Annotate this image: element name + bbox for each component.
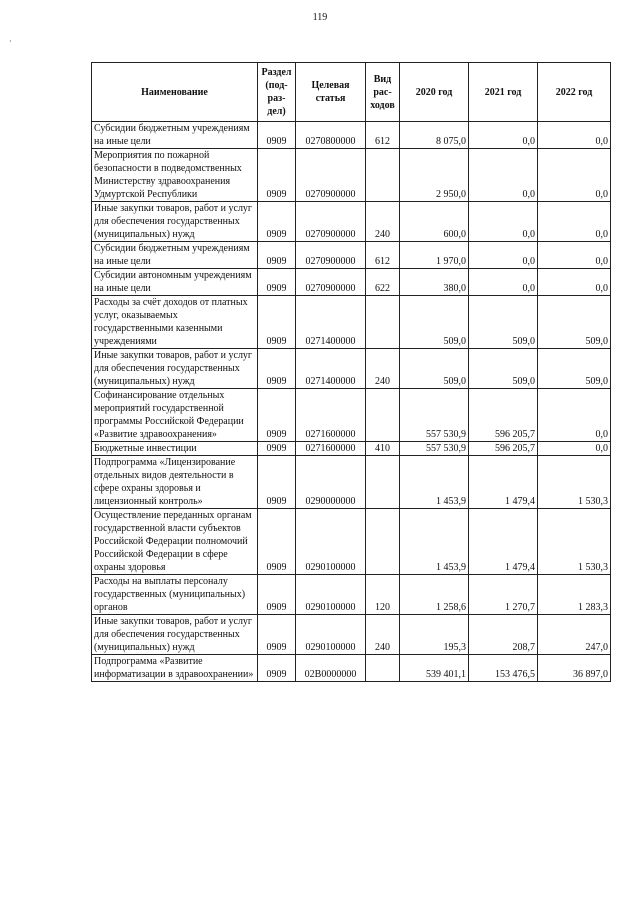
row-section: 0909 [258, 149, 296, 202]
col-header-section: Раздел (под- раз- дел) [258, 63, 296, 122]
row-name: Субсидии бюджетным учреждениям на иные цели [92, 242, 258, 269]
row-section: 0909 [258, 269, 296, 296]
row-target: 0290000000 [296, 456, 366, 509]
row-name: Мероприятия по пожарной безопасности в подведомственных Министерству здравоохранения Удмуртской Республики [92, 149, 258, 202]
row-target: 0270900000 [296, 242, 366, 269]
row-name: Подпрограмма «Развитие информатизации в здравоохранении» [92, 655, 258, 682]
row-target: 0271600000 [296, 442, 366, 456]
row-value-2022: 0,0 [538, 269, 611, 296]
row-value-2022: 0,0 [538, 442, 611, 456]
row-expense-type [366, 149, 400, 202]
row-value-2021: 0,0 [469, 122, 538, 149]
row-value-2021: 0,0 [469, 149, 538, 202]
row-expense-type: 240 [366, 202, 400, 242]
page-number: 119 [312, 12, 328, 23]
row-value-2021: 0,0 [469, 242, 538, 269]
row-target: 0290100000 [296, 615, 366, 655]
row-value-2020: 600,0 [400, 202, 469, 242]
row-target: 02В0000000 [296, 655, 366, 682]
row-section: 0909 [258, 242, 296, 269]
row-target: 0290100000 [296, 575, 366, 615]
table-row [92, 442, 611, 456]
row-value-2021: 509,0 [469, 296, 538, 349]
scan-mark: · [9, 37, 12, 46]
row-section: 0909 [258, 615, 296, 655]
row-value-2021: 596 205,7 [469, 442, 538, 456]
col-header-2022: 2022 год [538, 63, 611, 122]
row-name: Софинансирование отдельных мероприятий государственной программы Российской Федерации «Развитие здравоохранения» [92, 389, 258, 442]
row-section: 0909 [258, 655, 296, 682]
table-row [92, 122, 611, 149]
row-value-2020: 509,0 [400, 296, 469, 349]
table-row [92, 575, 611, 615]
row-name: Иные закупки товаров, работ и услуг для обеспечения государственных (муниципальных) нужд [92, 202, 258, 242]
row-expense-type: 120 [366, 575, 400, 615]
row-value-2022: 36 897,0 [538, 655, 611, 682]
table-row [92, 242, 611, 269]
row-name: Субсидии автономным учреждениям на иные цели [92, 269, 258, 296]
row-value-2021: 0,0 [469, 269, 538, 296]
header-row [92, 63, 611, 122]
row-target: 0270900000 [296, 149, 366, 202]
row-name: Иные закупки товаров, работ и услуг для обеспечения государственных (муниципальных) нужд [92, 615, 258, 655]
row-value-2022: 0,0 [538, 242, 611, 269]
table-row [92, 615, 611, 655]
table-row [92, 389, 611, 442]
row-expense-type: 622 [366, 269, 400, 296]
table-row [92, 456, 611, 509]
row-name: Бюджетные инвестиции [92, 442, 258, 456]
row-expense-type: 612 [366, 242, 400, 269]
row-name: Расходы за счёт доходов от платных услуг, оказываемых государственными казенными учреждениями [92, 296, 258, 349]
row-value-2022: 0,0 [538, 202, 611, 242]
row-value-2022: 247,0 [538, 615, 611, 655]
row-value-2020: 1 453,9 [400, 456, 469, 509]
row-value-2020: 1 970,0 [400, 242, 469, 269]
row-value-2021: 153 476,5 [469, 655, 538, 682]
table-row [92, 202, 611, 242]
row-expense-type: 240 [366, 349, 400, 389]
row-target: 0270900000 [296, 269, 366, 296]
row-expense-type: 410 [366, 442, 400, 456]
row-target: 0271400000 [296, 349, 366, 389]
col-header-expense: Вид рас- ходов [366, 63, 400, 122]
table-row [92, 509, 611, 575]
row-value-2020: 509,0 [400, 349, 469, 389]
budget-table [91, 62, 611, 682]
row-target: 0290100000 [296, 509, 366, 575]
row-expense-type [366, 655, 400, 682]
row-expense-type [366, 389, 400, 442]
col-header-name: Наименование [92, 63, 258, 122]
row-target: 0270900000 [296, 202, 366, 242]
table-row [92, 269, 611, 296]
row-name: Иные закупки товаров, работ и услуг для обеспечения государственных (муниципальных) нужд [92, 349, 258, 389]
col-header-2021: 2021 год [469, 63, 538, 122]
row-expense-type [366, 296, 400, 349]
row-value-2020: 1 258,6 [400, 575, 469, 615]
row-expense-type [366, 456, 400, 509]
row-value-2022: 1 283,3 [538, 575, 611, 615]
row-value-2020: 8 075,0 [400, 122, 469, 149]
row-value-2020: 557 530,9 [400, 442, 469, 456]
row-value-2021: 596 205,7 [469, 389, 538, 442]
row-value-2021: 1 479,4 [469, 509, 538, 575]
row-value-2022: 0,0 [538, 389, 611, 442]
row-expense-type [366, 509, 400, 575]
row-value-2020: 557 530,9 [400, 389, 469, 442]
row-value-2020: 1 453,9 [400, 509, 469, 575]
row-value-2022: 509,0 [538, 349, 611, 389]
row-target: 0271400000 [296, 296, 366, 349]
row-expense-type: 240 [366, 615, 400, 655]
row-name: Расходы на выплаты персоналу государственных (муниципальных) органов [92, 575, 258, 615]
row-section: 0909 [258, 122, 296, 149]
col-header-2020: 2020 год [400, 63, 469, 122]
row-name: Подпрограмма «Лицензирование отдельных видов деятельности в сфере охраны здоровья и лицензионный контроль» [92, 456, 258, 509]
row-value-2022: 509,0 [538, 296, 611, 349]
row-value-2021: 509,0 [469, 349, 538, 389]
row-value-2022: 0,0 [538, 149, 611, 202]
row-section: 0909 [258, 389, 296, 442]
row-value-2020: 380,0 [400, 269, 469, 296]
row-value-2022: 0,0 [538, 122, 611, 149]
table-row [92, 655, 611, 682]
row-section: 0909 [258, 349, 296, 389]
table-row [92, 349, 611, 389]
row-section: 0909 [258, 456, 296, 509]
row-section: 0909 [258, 202, 296, 242]
row-value-2020: 2 950,0 [400, 149, 469, 202]
row-section: 0909 [258, 442, 296, 456]
row-section: 0909 [258, 575, 296, 615]
row-name: Субсидии бюджетным учреждениям на иные цели [92, 122, 258, 149]
table-row [92, 149, 611, 202]
row-value-2021: 208,7 [469, 615, 538, 655]
row-section: 0909 [258, 296, 296, 349]
row-value-2021: 0,0 [469, 202, 538, 242]
row-value-2021: 1 270,7 [469, 575, 538, 615]
row-value-2022: 1 530,3 [538, 456, 611, 509]
row-value-2021: 1 479,4 [469, 456, 538, 509]
row-value-2020: 539 401,1 [400, 655, 469, 682]
row-name: Осуществление переданных органам государственной власти субъектов Российской Федерации полномочий Российской Федерации в сфере охраны здоровья [92, 509, 258, 575]
row-value-2022: 1 530,3 [538, 509, 611, 575]
row-value-2020: 195,3 [400, 615, 469, 655]
row-target: 0271600000 [296, 389, 366, 442]
col-header-target: Целевая статья [296, 63, 366, 122]
row-expense-type: 612 [366, 122, 400, 149]
table-row [92, 296, 611, 349]
row-target: 0270800000 [296, 122, 366, 149]
row-section: 0909 [258, 509, 296, 575]
